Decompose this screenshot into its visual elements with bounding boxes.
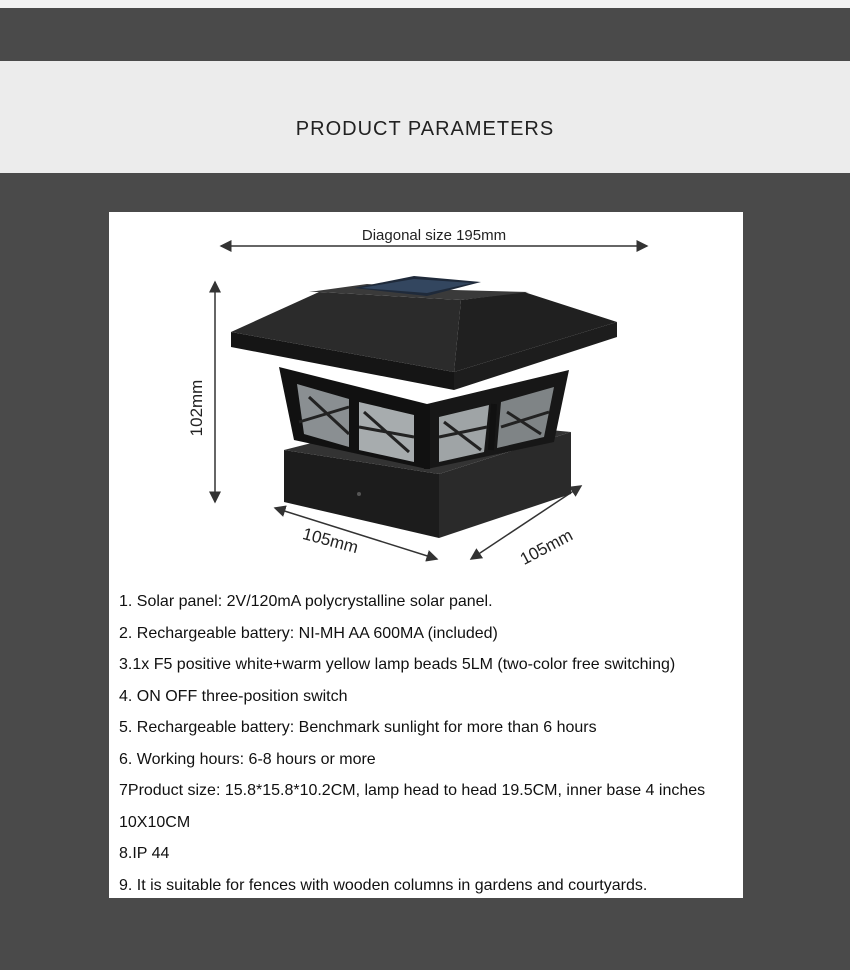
spec-item: 6. Working hours: 6-8 hours or more	[119, 750, 376, 768]
spec-item: 1. Solar panel: 2V/120mA polycrystalline solar panel.	[119, 593, 493, 610]
spec-item: 8.IP 44	[119, 845, 170, 862]
left-depth-label: 105mm	[300, 524, 361, 558]
spec-list	[119, 586, 737, 901]
spec-item: 9. It is suitable for fences with wooden columns in gardens and courtyards.	[119, 876, 648, 894]
top-border	[0, 0, 850, 8]
spec-item: 3.1x F5 positive white+warm yellow lamp beads 5LM (two-color free switching)	[119, 656, 676, 673]
spec-item: 7Product size: 15.8*15.8*10.2CM, lamp head to head 19.5CM, inner base 4 inches 10X10CM	[119, 782, 706, 831]
diagonal-size-label: Diagonal size 195mm	[361, 227, 507, 244]
solar-post-cap-lamp	[231, 276, 617, 538]
spec-item: 2. Rechargeable battery: NI-MH AA 600MA (included)	[119, 624, 498, 642]
right-depth-label: 105mm	[516, 525, 576, 569]
spec-item: 5. Rechargeable battery: Benchmark sunlight for more than 6 hours	[119, 719, 597, 736]
title-band	[0, 61, 850, 173]
spec-item: 4. ON OFF three-position switch	[119, 687, 348, 705]
height-label: 102mm	[187, 379, 206, 437]
product-card	[109, 212, 743, 898]
page-title: PRODUCT PARAMETERS	[295, 117, 555, 140]
product-diagram	[109, 212, 743, 582]
